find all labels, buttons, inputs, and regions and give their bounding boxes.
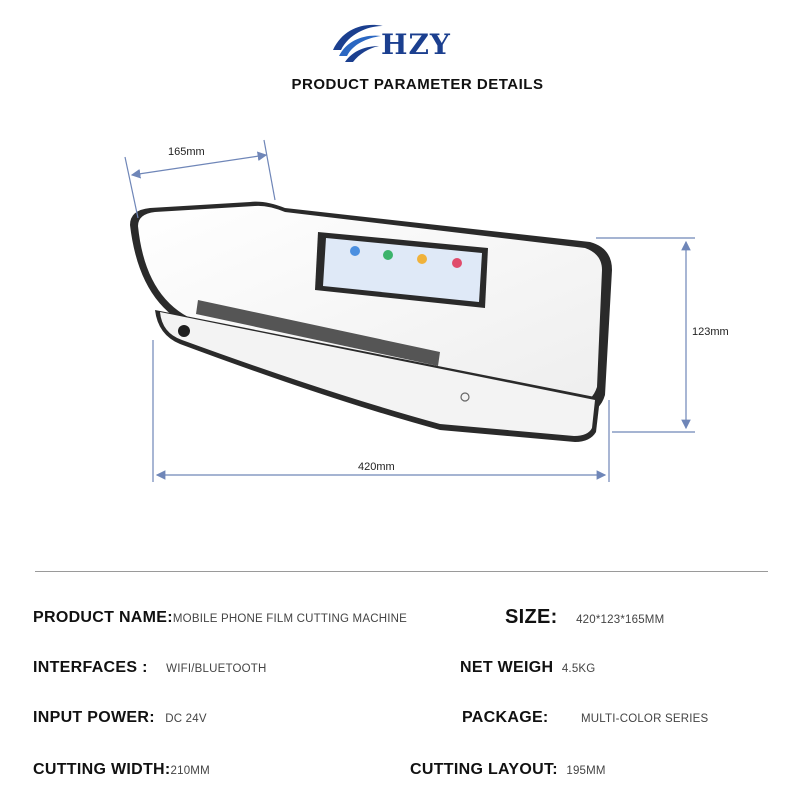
spec-value: DC 24V	[165, 713, 207, 725]
spec-value: MOBILE PHONE FILM CUTTING MACHINE	[172, 613, 407, 625]
spec-value: 210MM	[170, 765, 210, 777]
spec-value: WIFI/BLUETOOTH	[166, 663, 267, 675]
section-divider	[35, 571, 768, 572]
cutting-machine	[130, 202, 612, 442]
height-label: 123mm	[692, 326, 729, 338]
spec-label: PACKAGE:	[462, 709, 549, 726]
brand-name: HZY	[381, 28, 451, 61]
spec-value: 195MM	[566, 765, 606, 777]
spec-label: NET WEIGH	[460, 659, 554, 676]
height-dimension	[596, 238, 729, 432]
spec-label: CUTTING LAYOUT:	[410, 761, 558, 778]
spec-label: INTERFACES :	[33, 659, 148, 676]
spec-input-power	[33, 710, 207, 726]
spec-product-name	[33, 610, 407, 626]
spec-label: INPUT POWER:	[33, 709, 155, 726]
spec-label: CUTTING WIDTH:	[33, 761, 171, 778]
spec-cutting-width	[33, 762, 210, 778]
spec-size	[505, 607, 664, 627]
width-label: 420mm	[358, 461, 395, 473]
spec-label: PRODUCT NAME:	[33, 609, 173, 626]
swoosh-logo-icon	[325, 16, 385, 76]
spec-package	[462, 710, 708, 726]
spec-cutting-layout	[410, 762, 606, 778]
brand-logo	[325, 16, 475, 76]
spec-interfaces	[33, 660, 267, 676]
product-illustration	[0, 130, 800, 490]
spec-value: MULTI-COLOR SERIES	[581, 713, 709, 725]
page-title: PRODUCT PARAMETER DETAILS	[291, 76, 544, 93]
spec-value: 420*123*165MM	[576, 614, 665, 626]
spec-label: SIZE:	[505, 606, 558, 628]
depth-label: 165mm	[168, 146, 205, 158]
spec-value: 4.5KG	[561, 663, 596, 675]
spec-net-weight	[460, 660, 595, 676]
